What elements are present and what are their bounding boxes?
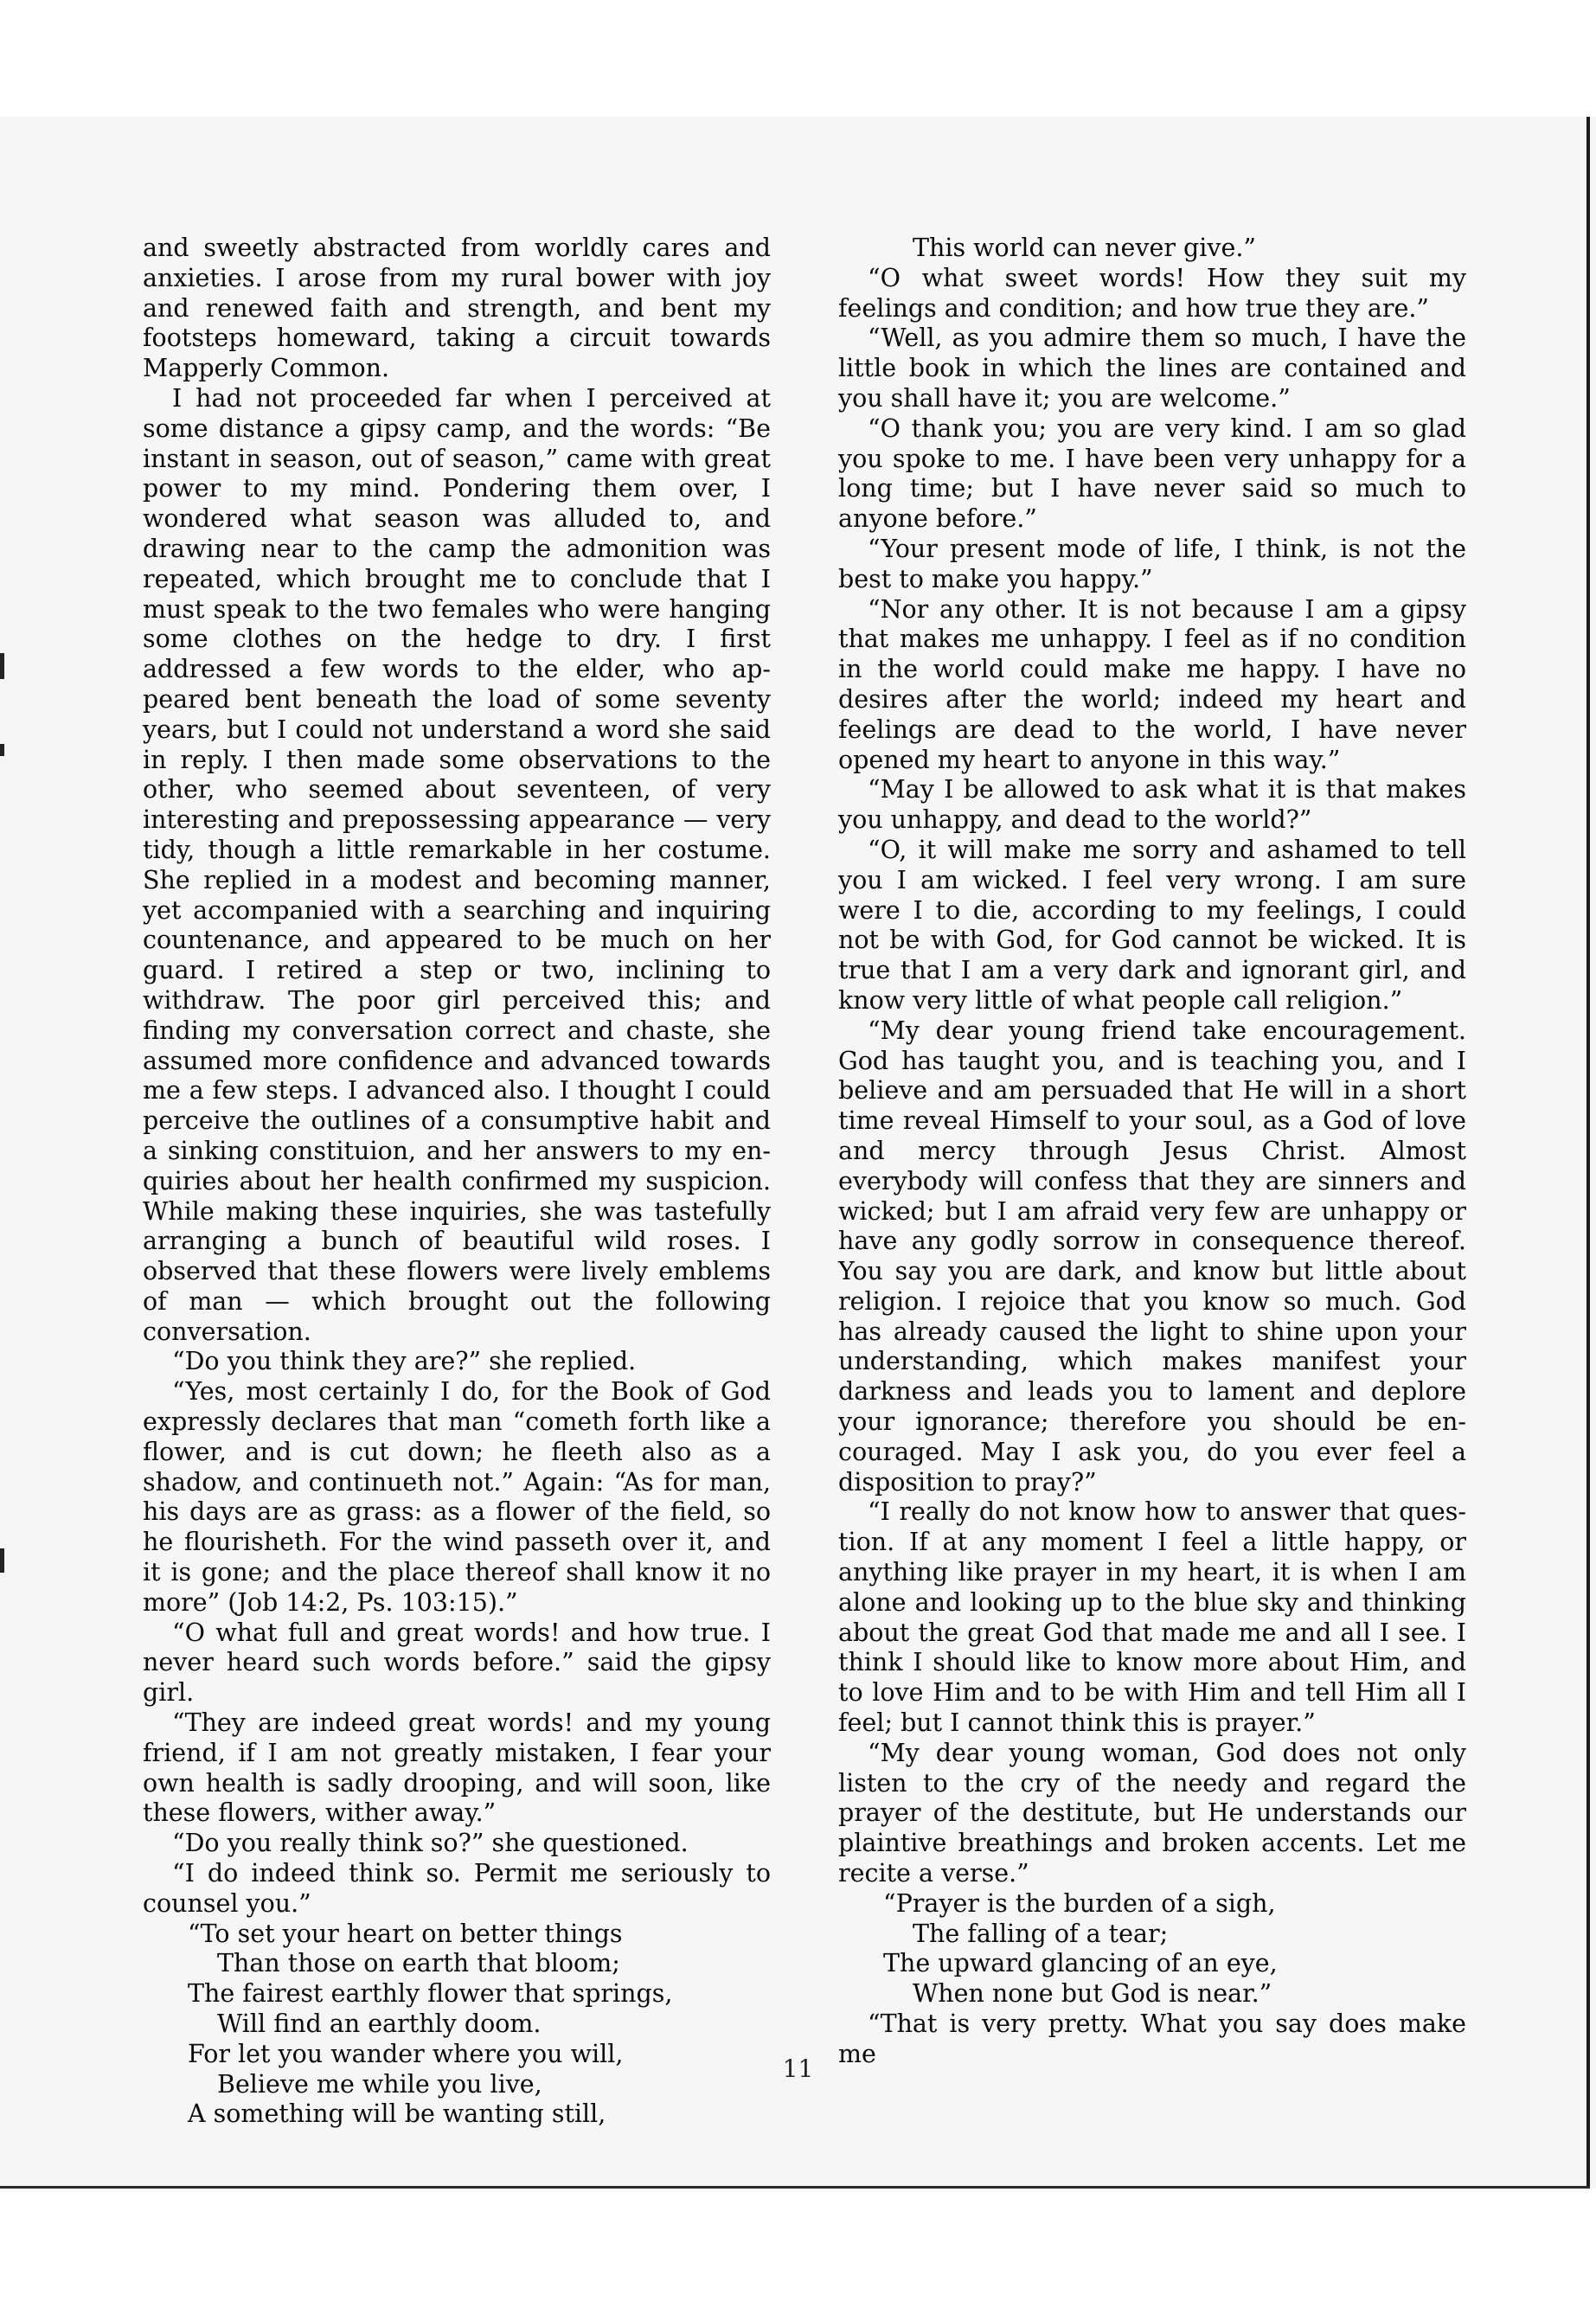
paragraph: “Do you really think so?” she questioned. bbox=[172, 1829, 689, 1858]
verse-line: The fairest earthly flower that springs, bbox=[188, 1979, 673, 2009]
binding-mark bbox=[0, 1548, 4, 1573]
verse-line: Believe me while you live, bbox=[217, 2069, 542, 2099]
paragraph: “Nor any other. It is not because I am a gipsy that makes me unhappy. I feel as if no condition in the world could make me happy. I have no desires after the world; indeed my heart and feelings are dead to the world, I have never opened my heart to anyone in this way.” bbox=[838, 594, 1466, 774]
page-edge-bottom bbox=[0, 2186, 1590, 2189]
verse-line: For let you wander where you will, bbox=[188, 2039, 624, 2068]
verse-line: The upward glancing of an eye, bbox=[883, 1949, 1278, 1978]
page-edge-right bbox=[1586, 117, 1590, 2189]
verse-line: A something will be wanting still, bbox=[188, 2099, 606, 2129]
verse-line: This world can never give.” bbox=[913, 234, 1256, 262]
paragraph: “O what full and great words! and how true. I never heard such words before.” said the gipsy girl. bbox=[143, 1618, 771, 1708]
verse-line: The falling of a tear; bbox=[913, 1919, 1169, 1948]
left-column bbox=[143, 234, 771, 2130]
paragraph: “Well, as you admire them so much, I have the little book in which the lines are contained and you shall have it; you are welcome.” bbox=[838, 324, 1466, 413]
page-number: 11 bbox=[782, 2054, 814, 2083]
paragraph: “O, it will make me sorry and ashamed to tell you I am wicked. I feel very wrong. I am sure were I to die, according to my feelings, I could not be with God, for God cannot be wicked. It is true that I am a very dark and ignorant girl, and know very little of what people call religion.” bbox=[838, 835, 1466, 1015]
paragraph: “Your present mode of life, I think, is not the best to make you happy.” bbox=[838, 534, 1466, 593]
verse-block bbox=[838, 1889, 1466, 2009]
paragraph: “My dear young friend take encouragement. God has taught you, and is teaching you, and I believe and am persuaded that He will in a short time reveal Himself to your soul, as a God of love and mercy through Jesus Christ. Almost everybody will confess that they are sinners and wicked; but I am afraid very few are unhappy or have any godly sorrow in consequence thereof. You say you are dark, and know but little about religion. I rejoice that you know so much. God has already caused the light to shine upon your understanding, which makes manifest your darkness and leads you to lament and deplore your ignorance; therefore you should be encouraged. May I ask you, do you ever feel a disposition to pray?” bbox=[838, 1016, 1466, 1497]
verse-line: Will find an earthly doom. bbox=[217, 2009, 542, 2039]
verse-block bbox=[143, 1920, 771, 2131]
verse-line: “Prayer is the burden of a sigh, bbox=[883, 1888, 1276, 1918]
paragraph: “I do indeed think so. Permit me seriously to counsel you.” bbox=[143, 1859, 771, 1918]
paragraph: “May I be allowed to ask what it is that makes you unhappy, and dead to the world?” bbox=[838, 775, 1466, 835]
binding-mark bbox=[0, 653, 4, 679]
paragraph: “Yes, most certainly I do, for the Book of God expressly declares that man “cometh forth like a flower, and is cut down; he fleeth also as a shadow, and continueth not.” Again: “As for man, his days are as grass: as a flower of the field, so he flourisheth. For the wind passeth over it, and it is gone; and the place thereof shall know it no more” (Job 14:2, Ps. 103:15).” bbox=[143, 1377, 771, 1617]
verse-line: “To set your heart on better things bbox=[188, 1919, 623, 1948]
paragraph: “My dear young woman, God does not only listen to the cry of the needy and regard the prayer of the destitute, but He understands our plaintive breathings and broken accents. Let me recite a verse.” bbox=[838, 1738, 1466, 1888]
paragraph: “O thank you; you are very kind. I am so glad you spoke to me. I have been very unhappy for a long time; but I have never said so much to anyone before.” bbox=[838, 413, 1466, 534]
binding-mark bbox=[0, 744, 4, 756]
verse-block bbox=[838, 234, 1466, 264]
paragraph: “Do you think they are?” she replied. bbox=[172, 1347, 637, 1376]
paragraph: “I really do not know how to answer that question. If at any moment I feel a little happy, or anything like prayer in my heart, it is when I am alone and looking up to the blue sky and thinking about the great God that made me and all I see. I think I should like to know more about Him, and to love Him and to be with Him and tell Him all I feel; but I cannot think this is prayer.” bbox=[838, 1497, 1466, 1738]
verse-line: When none but God is near.” bbox=[913, 1979, 1272, 2009]
paragraph: “They are indeed great words! and my young friend, if I am not greatly mistaken, I fear your own health is sadly drooping, and will soon, like these flowers, wither away.” bbox=[143, 1708, 771, 1828]
right-column bbox=[838, 234, 1466, 2070]
paragraph: “That is very pretty. What you say does make me bbox=[838, 2009, 1466, 2068]
paragraph: and sweetly abstracted from worldly cares and anxieties. I arose from my rural bower with joy and renewed faith and strength, and bent my footsteps homeward, taking a circuit towards Mapperly Common. bbox=[143, 234, 771, 383]
paragraph: “O what sweet words! How they suit my feelings and condition; and how true they are.” bbox=[838, 263, 1466, 323]
paragraph: I had not proceeded far when I perceived at some distance a gipsy camp, and the words: “Be instant in season, out of season,” came with great power to my mind. Pondering them over, I wondered what season was alluded to, and drawing near to the camp the admonition was repeated, which brought me to conclude that I must speak to the two females who were hanging some clothes on the hedge to dry. I first addressed a few words to the elder, who appeared bent beneath the load of some seventy years, but I could not understand a word she said in reply. I then made some observations to the other, who seemed about seventeen, of very interesting and prepossessing appearance — very tidy, though a little remarkable in her costume. She replied in a modest and becoming manner, yet accompanied with a searching and inquiring countenance, and appeared to be much on her guard. I retired a step or two, inclining to withdraw. The poor girl perceived this; and finding my conversation correct and chaste, she assumed more confidence and advanced towards me a few steps. I advanced also. I thought I could perceive the outlines of a consumptive habit and a sinking constituion, and her answers to my enquiries about her health confirmed my suspicion. While making these inquiries, she was tastefully arranging a bunch of beautiful wild roses. I observed that these flowers were lively emblems of man — which brought out the following conversation. bbox=[143, 383, 771, 1346]
verse-line: Than those on earth that bloom; bbox=[217, 1949, 620, 1978]
